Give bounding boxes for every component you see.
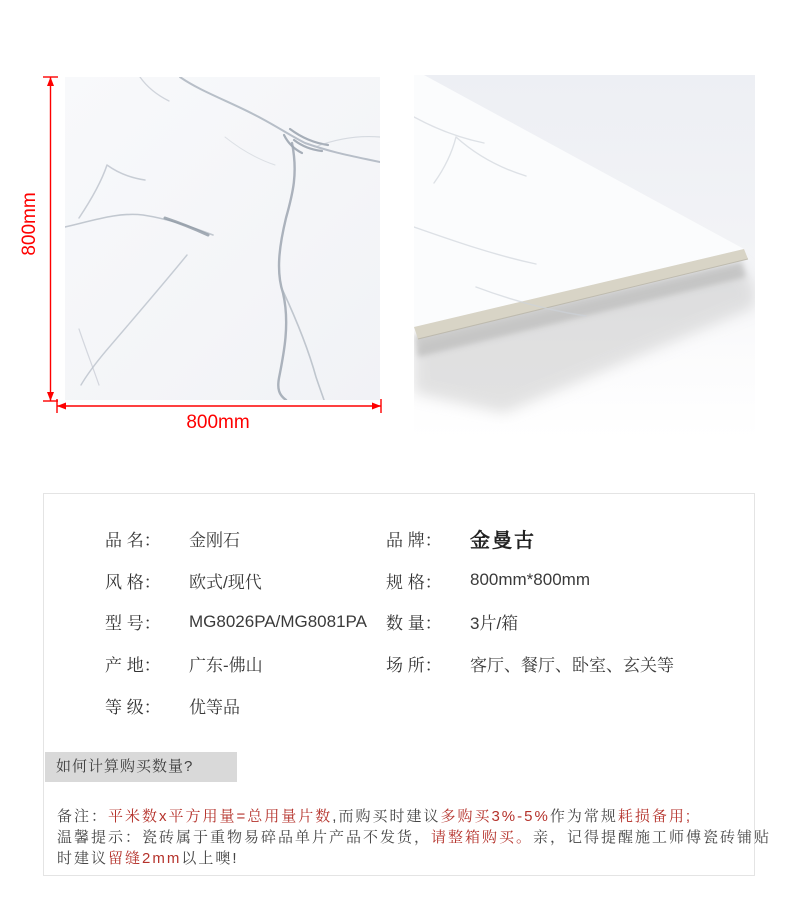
spec-value: 广东-佛山 [189,656,263,676]
spec-label: 等 级： [105,697,161,717]
spec-value: 优等品 [189,697,240,717]
note-text-red: 耗损备用; [617,808,692,825]
note-text: 温馨提示：瓷砖属于重物易碎品单片产品不发货， [57,829,432,846]
spec-value: 3片/箱 [470,614,519,634]
spec-row-grade [105,684,367,726]
spec-value: 800mm*800mm [470,570,590,590]
spec-column-right [386,518,674,684]
note-line-3 [57,848,744,869]
spec-row-model [105,601,367,643]
spec-row-style [105,560,367,602]
note-line-1 [57,806,744,827]
spec-card [43,493,772,876]
spec-column-left [105,518,367,726]
spec-label: 数 量： [386,614,442,634]
how-to-calculate-header: 如何计算购买数量? [45,752,237,782]
note-text: 时建议 [57,850,109,867]
note-text: 以上噢! [181,850,239,867]
marble-texture [65,77,380,400]
spec-value: MG8026PA/MG8081PA [189,611,367,631]
spec-row-size [386,560,674,602]
spec-value: 欧式/现代 [189,572,262,592]
height-dimension-label: 800mm [19,192,40,256]
note-text-red: 请整箱购买。 [431,829,534,846]
spec-value: 金刚石 [189,531,240,551]
note-text-red: 留缝2mm [108,850,182,867]
spec-row-usage-place [386,643,674,685]
note-text: 备注： [57,808,109,825]
note-text: 作为常规 [549,808,618,825]
spec-label: 风 格： [105,572,161,592]
tile-angle-photo [414,75,755,440]
brand-value: 金曼古 [470,528,536,553]
spec-label: 产 地： [105,656,161,676]
spec-label: 品 名： [105,531,161,551]
spec-row-quantity [386,601,674,643]
purchase-notes [57,806,772,869]
spec-label: 型 号： [105,614,161,634]
spec-row-product-name [105,518,367,560]
note-text: 亲，记得提醒施工师傅瓷砖铺贴 [533,829,772,846]
note-text: ,而购买时建议 [332,808,441,825]
spec-row-origin [105,643,367,685]
spec-value: 客厅、餐厅、卧室、玄关等 [470,656,674,676]
note-text-red: 平米数x平方用量=总用量片数 [108,808,333,825]
spec-label: 品 牌： [386,531,442,551]
tile-corner-graphic [414,75,755,440]
note-text-red: 多购买3%-5% [440,808,550,825]
spec-label: 场 所： [386,656,442,676]
note-line-2 [57,827,772,848]
spec-label: 规 格： [386,572,442,592]
spec-row-brand [386,518,674,560]
width-dimension-label: 800mm [186,412,250,433]
tile-front-photo [65,77,380,400]
